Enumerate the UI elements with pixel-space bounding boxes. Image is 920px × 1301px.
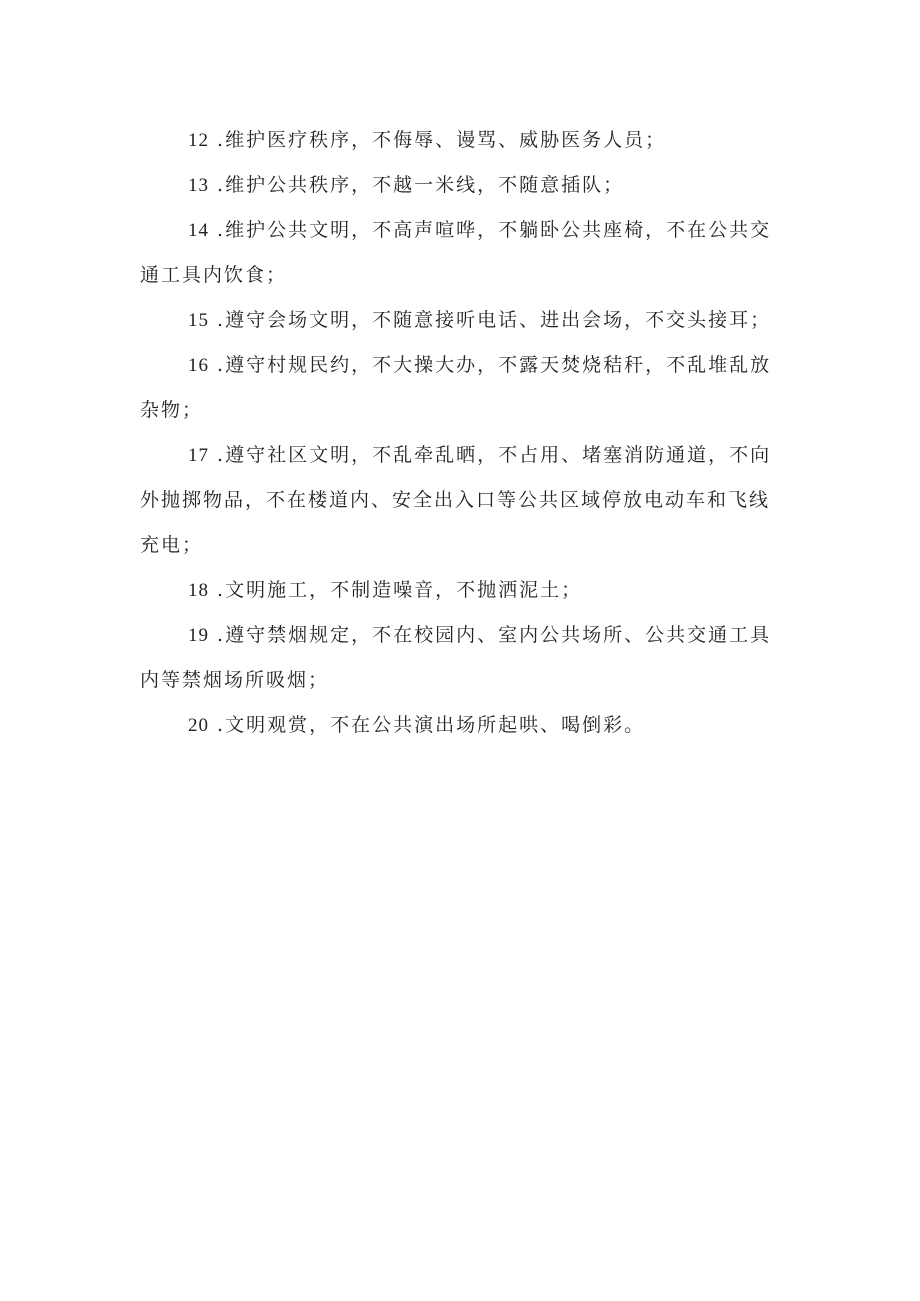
item-number: 16 <box>188 355 209 376</box>
item-text: .遵守村规民约，不大操大办，不露天焚烧秸秆，不乱堆乱放杂物； <box>140 354 772 421</box>
item-number: 15 <box>188 310 209 331</box>
item-text: .维护公共文明，不高声喧哗，不躺卧公共座椅，不在公共交通工具内饮食； <box>140 219 772 286</box>
list-item-20 <box>140 703 788 748</box>
item-number: 19 <box>188 625 209 646</box>
item-number: 18 <box>188 580 209 601</box>
list-item-18 <box>140 568 788 613</box>
list-item-14 <box>140 208 788 298</box>
item-text: .遵守社区文明，不乱牵乱晒，不占用、堵塞消防通道，不向外抛掷物品，不在楼道内、安全出入口等公共区域停放电动车和飞线充电； <box>140 444 772 556</box>
item-number: 14 <box>188 220 209 241</box>
item-text: .遵守会场文明，不随意接听电话、进出会场，不交头接耳； <box>209 309 772 331</box>
item-text: .文明施工，不制造噪音，不抛洒泥土； <box>209 579 583 601</box>
list-item-13 <box>140 163 788 208</box>
item-number: 17 <box>188 445 209 466</box>
list-item-19 <box>140 613 788 703</box>
item-text: .文明观赏，不在公共演出场所起哄、喝倒彩。 <box>209 714 646 736</box>
item-text: .维护公共秩序，不越一米线，不随意插队； <box>209 174 625 196</box>
list-item-16 <box>140 343 788 433</box>
document-body <box>140 118 788 748</box>
item-number: 13 <box>188 175 209 196</box>
item-text: .遵守禁烟规定，不在校园内、室内公共场所、公共交通工具内等禁烟场所吸烟； <box>140 624 772 691</box>
item-number: 20 <box>188 715 209 736</box>
list-item-12 <box>140 118 788 163</box>
item-number: 12 <box>188 130 209 151</box>
list-item-15 <box>140 298 788 343</box>
item-text: .维护医疗秩序，不侮辱、谩骂、威胁医务人员； <box>209 129 667 151</box>
list-item-17 <box>140 433 788 568</box>
